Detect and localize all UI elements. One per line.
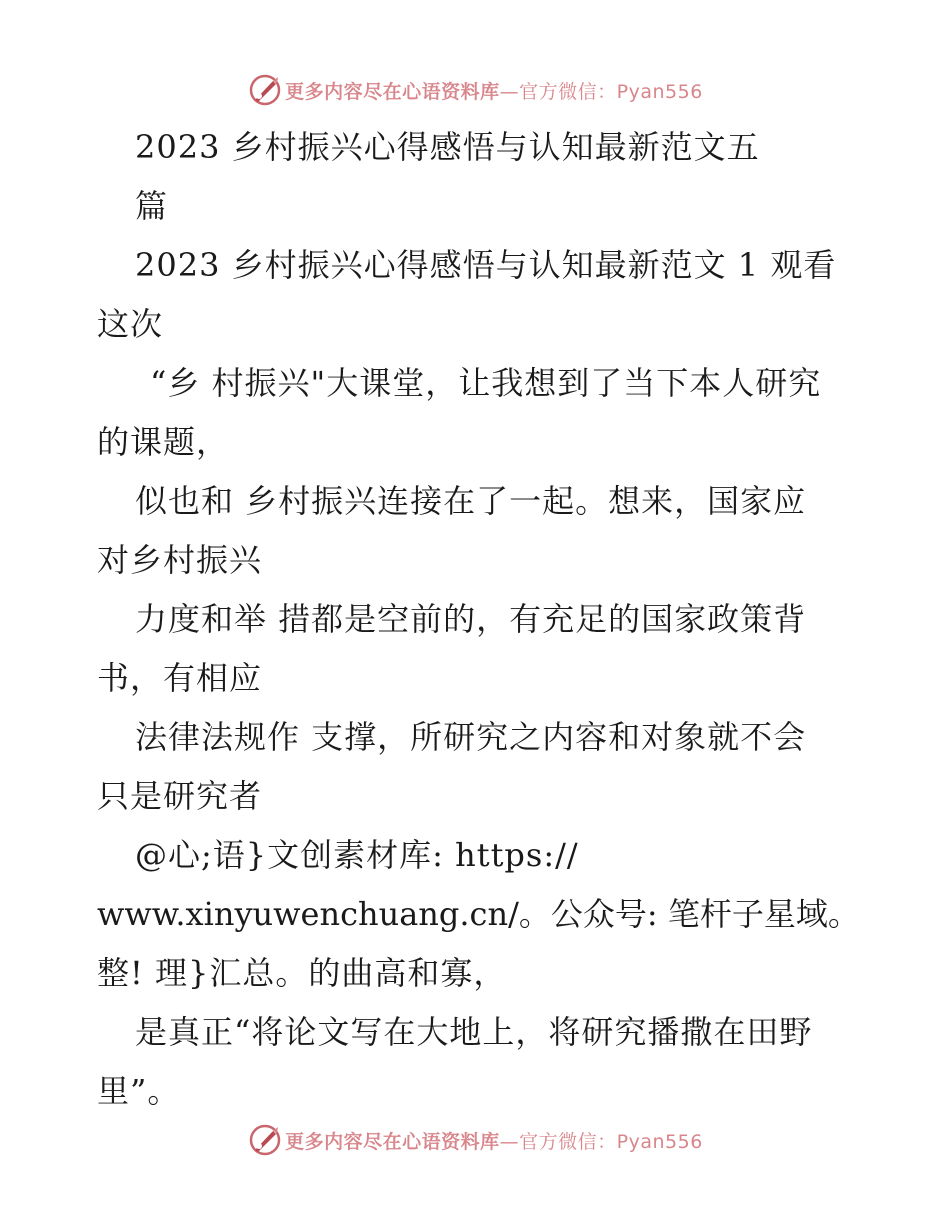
text-line: 这次 xyxy=(97,305,164,343)
header-watermark xyxy=(0,70,950,110)
text-line: 力度和举 措都是空前的，有充足的国家政策背 xyxy=(135,600,807,638)
text-line: 2023 乡村振兴心得感悟与认知最新范文 1 观看 xyxy=(135,246,837,284)
text-line: 书，有相应 xyxy=(97,659,263,697)
text-line: @心;语}文创素材库: https:// xyxy=(135,836,579,874)
url-line: www.xinyuwenchuang.cn/。公众号: 笔杆子星域。 xyxy=(97,895,860,933)
text-line: 似也和 乡村振兴连接在了一起。想来，国家应 xyxy=(135,482,807,520)
text-line: 只是研究者 xyxy=(97,777,263,815)
text-line: 对乡村振兴 xyxy=(97,541,263,579)
text-line: 是真正“将论文写在大地上，将研究播撒在田野 xyxy=(135,1013,813,1051)
text-line: 法律法规作 支撑，所研究之内容和对象就不会 xyxy=(135,718,807,756)
text-line: 的课题， xyxy=(97,423,230,461)
title-line-1: 2023 乡村振兴心得感悟与认知最新范文五 xyxy=(135,128,760,166)
quill-pen-logo-icon xyxy=(247,72,283,108)
text-line: 整! 理}汇总。的曲高和寡， xyxy=(97,954,507,992)
title-line-2: 篇 xyxy=(135,187,169,225)
watermark-contact-text: —官方微信：Pyan556 xyxy=(499,1130,703,1153)
footer-watermark xyxy=(0,1120,950,1160)
text-line: 里”。 xyxy=(97,1072,181,1110)
watermark-main-text: 更多内容尽在心语资料库 xyxy=(285,1130,500,1153)
watermark-contact-text: —官方微信：Pyan556 xyxy=(499,80,703,103)
watermark-main-text: 更多内容尽在心语资料库 xyxy=(285,80,500,103)
text-line: “乡 村振兴"大课堂，让我想到了当下本人研究 xyxy=(150,364,822,402)
quill-pen-logo-icon xyxy=(247,1122,283,1158)
